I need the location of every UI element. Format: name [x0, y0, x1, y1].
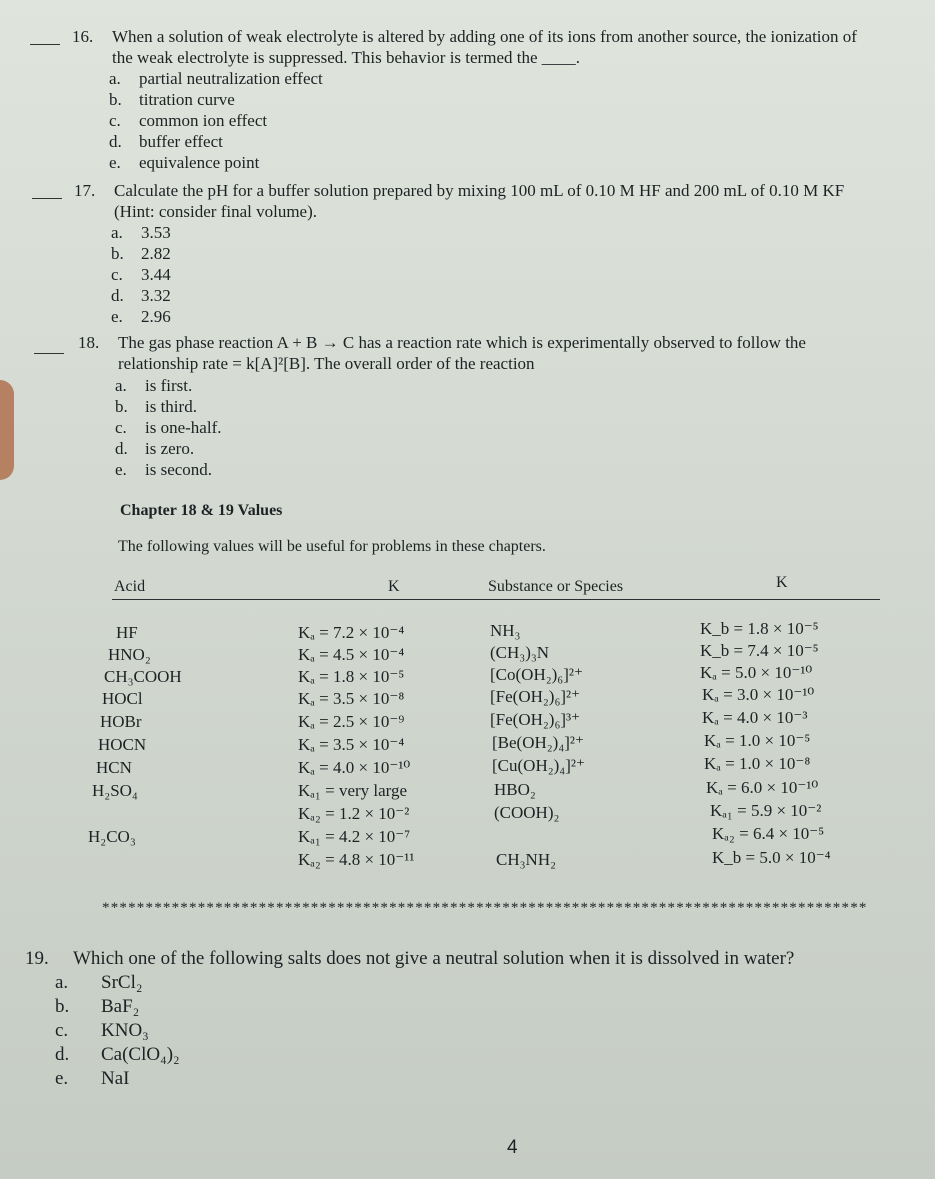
option: e. 2.96 — [111, 307, 171, 326]
option: b. titration curve — [109, 90, 235, 109]
header-rule — [112, 599, 880, 600]
option: b. 2.82 — [111, 244, 171, 263]
acid-k: Kₐ = 7.2 × 10⁻⁴ — [298, 623, 405, 642]
species-name: NH₃ — [490, 621, 521, 640]
header-species: Substance or Species — [488, 578, 624, 595]
species-k: Kₐ = 1.0 × 10⁻⁸ — [704, 754, 811, 773]
species-name: (CH₃)₃N — [490, 643, 550, 662]
species-k: Kₐ₁ = 5.9 × 10⁻² — [710, 801, 822, 820]
option: d. buffer effect — [109, 132, 223, 151]
species-k: Kₐ₂ = 6.4 × 10⁻⁵ — [712, 824, 825, 843]
species-k: Kₐ = 3.0 × 10⁻¹⁰ — [702, 685, 815, 704]
thumb-shadow — [0, 380, 14, 480]
answer-blank-17 — [32, 188, 62, 199]
species-k: K_b = 5.0 × 10⁻⁴ — [712, 848, 831, 867]
species-name: CH₃NH₂ — [496, 850, 557, 869]
acid-k: Kₐ = 1.8 × 10⁻⁵ — [298, 667, 405, 686]
header-k-species: K — [776, 574, 788, 591]
species-name: [Be(OH₂)₄]²⁺ — [492, 733, 585, 752]
acid-name: HF — [116, 623, 138, 642]
species-k: Kₐ = 1.0 × 10⁻⁵ — [704, 731, 811, 750]
acid-name: CH₃COOH — [104, 667, 182, 686]
options-list — [115, 375, 221, 480]
acid-k: Kₐ₂ = 1.2 × 10⁻² — [298, 804, 410, 823]
option: a. partial neutralization effect — [109, 69, 323, 88]
separator: **************************************************************************************** — [102, 900, 868, 916]
acid-name: HCN — [96, 758, 132, 777]
acid-k: Kₐ = 2.5 × 10⁻⁹ — [298, 712, 405, 731]
question-text-line1: Calculate the pH for a buffer solution prepared by mixing 100 mL of 0.10 M HF and 200 mL of 0.10 M KF — [114, 181, 845, 200]
acid-name: HOCl — [102, 689, 143, 708]
question-text-line1: When a solution of weak electrolyte is altered by adding one of its ions from another source, the ionization of — [112, 27, 857, 46]
header-k-acid: K — [388, 578, 400, 595]
option: c. 3.44 — [111, 265, 171, 284]
option: b. is third. — [115, 397, 197, 416]
acid-k: Kₐ = 3.5 × 10⁻⁴ — [298, 735, 405, 754]
acid-name: HNO₂ — [108, 645, 151, 664]
option: c. common ion effect — [109, 111, 268, 130]
question-text-line1: Which one of the following salts does not give a neutral solution when it is dissolved in water? — [73, 948, 795, 969]
answer-blank-16 — [30, 34, 60, 45]
question-19 — [25, 947, 794, 1091]
question-text-line2: the weak electrolyte is suppressed. This behavior is termed the ____. — [112, 48, 581, 67]
header-acid: Acid — [114, 578, 146, 595]
acid-name: HOBr — [100, 712, 142, 731]
species-name: [Co(OH₂)₆]²⁺ — [490, 665, 583, 684]
acid-name: HOCN — [98, 735, 147, 754]
section-intro: The following values will be useful for problems in these chapters. — [118, 538, 546, 555]
question-number: 18. — [78, 333, 100, 352]
acid-k: Kₐ = 4.5 × 10⁻⁴ — [298, 645, 405, 664]
question-text-line2: (Hint: consider final volume). — [114, 202, 318, 221]
option: a. is first. — [115, 376, 193, 395]
option: c. is one-half. — [115, 418, 222, 437]
option: d. Ca(ClO₄)₂ — [55, 1044, 180, 1065]
question-number: 17. — [74, 181, 96, 200]
species-k: Kₐ = 4.0 × 10⁻³ — [702, 708, 808, 727]
option: d. 3.32 — [111, 286, 171, 305]
species-k: Kₐ = 5.0 × 10⁻¹⁰ — [700, 663, 813, 682]
acid-k: Kₐ = 4.0 × 10⁻¹⁰ — [298, 758, 411, 777]
option: e. equivalence point — [109, 153, 260, 172]
acid-name: H₂SO₄ — [92, 781, 138, 800]
option: c. KNO₃ — [55, 1020, 149, 1041]
question-text — [25, 947, 794, 971]
option: e. is second. — [115, 460, 213, 479]
question-number: 19. — [25, 948, 49, 969]
section-title: Chapter 18 & 19 Values — [120, 502, 283, 519]
question-text-line2: relationship rate = k[A]²[B]. The overall order of the reaction — [118, 354, 535, 373]
page-number: 4 — [507, 1137, 518, 1158]
option: a. SrCl₂ — [55, 972, 143, 993]
option: e. NaI — [55, 1068, 130, 1089]
question-number: 16. — [72, 27, 94, 46]
option: b. BaF₂ — [55, 996, 140, 1017]
acid-k: Kₐ = 3.5 × 10⁻⁸ — [298, 689, 405, 708]
species-k: K_b = 7.4 × 10⁻⁵ — [700, 641, 819, 660]
option: d. is zero. — [115, 439, 195, 458]
question-text-line1: The gas phase reaction A + B → C has a reaction rate which is experimentally observed to follow the — [118, 333, 806, 352]
species-k: K_b = 1.8 × 10⁻⁵ — [700, 619, 819, 638]
options-list — [55, 971, 794, 1091]
options-list — [111, 222, 171, 327]
species-name: [Fe(OH₂)₆]³⁺ — [490, 710, 581, 729]
species-name: [Fe(OH₂)₆]²⁺ — [490, 687, 581, 706]
species-name: HBO₂ — [494, 780, 536, 799]
acid-name: H₂CO₃ — [88, 827, 136, 846]
species-name: (COOH)₂ — [494, 803, 560, 822]
options-list — [109, 68, 323, 173]
acid-k: Kₐ₁ = very large — [298, 781, 408, 800]
acid-k: Kₐ₂ = 4.8 × 10⁻¹¹ — [298, 850, 415, 869]
species-name: [Cu(OH₂)₄]²⁺ — [492, 756, 585, 775]
answer-blank-18 — [34, 343, 64, 354]
acid-k: Kₐ₁ = 4.2 × 10⁻⁷ — [298, 827, 411, 846]
species-k: Kₐ = 6.0 × 10⁻¹⁰ — [706, 778, 819, 797]
option: a. 3.53 — [111, 223, 171, 242]
